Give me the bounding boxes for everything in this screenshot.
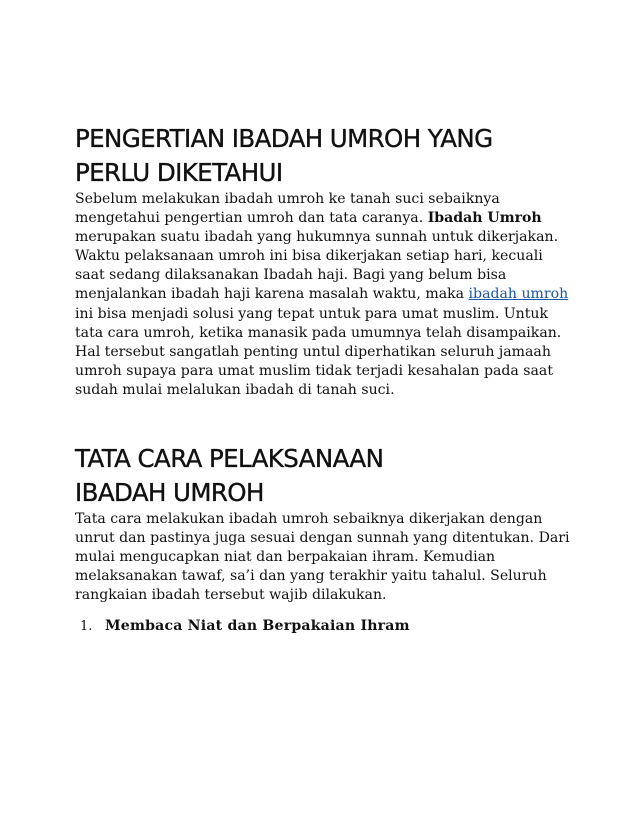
steps-list: [75, 617, 575, 636]
article-content: [75, 122, 575, 636]
title-line-2: PERLU DIKETAHUI: [75, 158, 283, 187]
pengertian-paragraph: [75, 190, 575, 400]
bold-term-ibadah-umroh: Ibadah Umroh: [427, 210, 542, 227]
section-spacer: [75, 400, 575, 442]
title-line-1: TATA CARA PELAKSANAAN: [75, 444, 384, 474]
paragraph-intro-text: Sebelum melakukan ibadah umroh ke tanah suci sebaiknya mengetahui pengertian umroh dan tata caranya.: [75, 191, 500, 227]
section-title-pengertian: [75, 122, 575, 190]
list-item: [75, 617, 575, 636]
ibadah-umroh-link[interactable]: ibadah umroh: [468, 286, 569, 303]
title-line-2: IBADAH UMROH: [75, 478, 264, 508]
paragraph-middle-text: merupakan suatu ibadah yang hukumnya sunnah untuk dikerjakan. Waktu pelaksanaan umroh ini bisa dikerjakan setiap hari, kecuali saat sedang dilaksanakan Ibadah haji. Bagi yang belum bisa menjalankan ibadah haji karena masalah waktu, maka: [75, 229, 559, 303]
title-line-1: PENGERTIAN IBADAH UMROH YANG: [75, 124, 493, 153]
list-item-label: Membaca Niat dan Berpakaian Ihram: [105, 617, 410, 634]
section-title-tata-cara: [75, 442, 575, 510]
tata-cara-paragraph: Tata cara melakukan ibadah umroh sebaiknya dikerjakan dengan unrut dan pastinya juga sesuai dengan sunnah yang ditentukan. Dari mulai mengucapkan niat dan berpakaian ihram. Kemudian melaksanakan tawaf, sa’i dan yang terakhir yaitu tahalul. Seluruh rangkaian ibadah tersebut wajib dilakukan.: [75, 511, 570, 604]
list-item-number: 1.: [80, 618, 93, 634]
paragraph-end-text: ini bisa menjadi solusi yang tepat untuk para umat muslim. Untuk tata cara umroh, ketika manasik pada umumnya telah disampaikan. Hal tersebut sangatlah penting untul diperhatikan seluruh jamaah umroh supaya para umat muslim tidak terjadi kesahalan pada saat sudah mulai melalukan ibadah di tanah suci.: [75, 305, 562, 398]
